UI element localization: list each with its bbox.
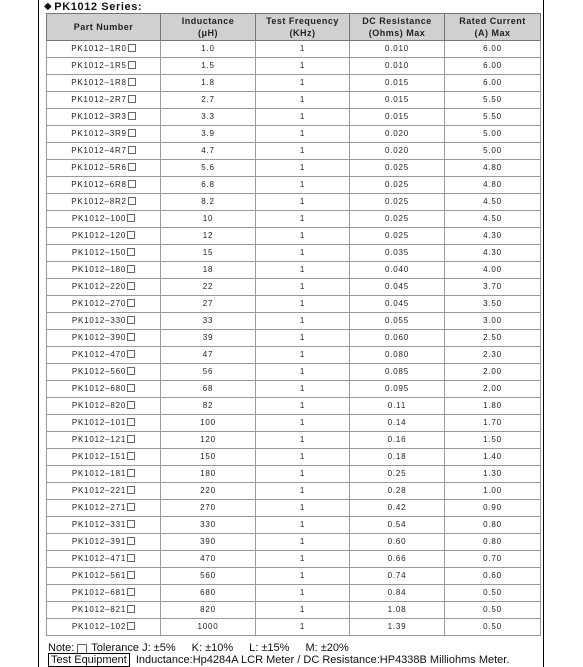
tolerance-code-box-icon — [127, 231, 135, 239]
dc-resistance-cell: 0.085 — [350, 364, 445, 381]
rated-current-cell: 6.00 — [445, 75, 541, 92]
page-border-left — [38, 0, 39, 667]
dc-resistance-cell: 1.08 — [350, 602, 445, 619]
table-row — [47, 449, 541, 466]
inductance-cell: 3.3 — [161, 109, 256, 126]
rated-current-cell: 0.80 — [445, 517, 541, 534]
inductance-cell: 270 — [161, 500, 256, 517]
dc-resistance-cell: 0.010 — [350, 41, 445, 58]
table-row — [47, 92, 541, 109]
inductance-cell: 10 — [161, 211, 256, 228]
test-frequency-cell: 1 — [256, 313, 350, 330]
part-number-cell: PK1012–102 — [47, 619, 161, 636]
dc-resistance-cell: 0.025 — [350, 160, 445, 177]
table-row — [47, 126, 541, 143]
test-frequency-cell: 1 — [256, 602, 350, 619]
inductance-cell: 22 — [161, 279, 256, 296]
inductance-cell: 120 — [161, 432, 256, 449]
tolerance-code-box-icon — [127, 503, 135, 511]
rated-current-cell: 4.50 — [445, 194, 541, 211]
tolerance-code-box-icon — [127, 401, 135, 409]
test-frequency-cell: 1 — [256, 398, 350, 415]
inductance-cell: 1.0 — [161, 41, 256, 58]
tolerance-j: J: ±5% — [142, 642, 176, 654]
inductance-cell: 1000 — [161, 619, 256, 636]
rated-current-cell: 3.50 — [445, 296, 541, 313]
inductance-cell: 6.8 — [161, 177, 256, 194]
table-row — [47, 245, 541, 262]
test-frequency-cell: 1 — [256, 126, 350, 143]
test-frequency-cell: 1 — [256, 432, 350, 449]
inductance-cell: 27 — [161, 296, 256, 313]
rated-current-cell: 0.70 — [445, 551, 541, 568]
rated-current-cell: 2.00 — [445, 364, 541, 381]
tolerance-code-box-icon — [127, 299, 135, 307]
part-number-cell: PK1012–680 — [47, 381, 161, 398]
rated-current-cell: 4.80 — [445, 160, 541, 177]
table-row — [47, 109, 541, 126]
tolerance-code-box-icon — [127, 214, 135, 222]
part-number-cell: PK1012–470 — [47, 347, 161, 364]
test-frequency-cell: 1 — [256, 551, 350, 568]
table-row — [47, 466, 541, 483]
test-frequency-cell: 1 — [256, 483, 350, 500]
test-frequency-cell: 1 — [256, 109, 350, 126]
tolerance-code-box-icon — [127, 537, 135, 545]
table-row — [47, 228, 541, 245]
rated-current-cell: 4.50 — [445, 211, 541, 228]
part-number-cell: PK1012–331 — [47, 517, 161, 534]
tolerance-code-box-icon — [127, 605, 135, 613]
tolerance-code-box-icon — [127, 418, 135, 426]
tolerance-code-box-icon — [127, 520, 135, 528]
tolerance-code-box-icon — [128, 95, 136, 103]
table-header-row — [47, 14, 541, 41]
dc-resistance-cell: 0.18 — [350, 449, 445, 466]
inductance-cell: 15 — [161, 245, 256, 262]
table-row — [47, 41, 541, 58]
dc-resistance-cell: 0.045 — [350, 296, 445, 313]
rated-current-cell: 5.50 — [445, 109, 541, 126]
tolerance-l: L: ±15% — [249, 642, 290, 654]
inductance-cell: 560 — [161, 568, 256, 585]
dc-resistance-cell: 0.095 — [350, 381, 445, 398]
part-number-cell: PK1012–150 — [47, 245, 161, 262]
rated-current-cell: 5.00 — [445, 143, 541, 160]
inductance-cell: 2.7 — [161, 92, 256, 109]
inductance-cell: 330 — [161, 517, 256, 534]
tolerance-code-box-icon — [128, 180, 136, 188]
dc-resistance-cell: 0.025 — [350, 177, 445, 194]
table-row — [47, 58, 541, 75]
tolerance-code-box-icon — [127, 486, 135, 494]
tolerance-code-box-icon — [127, 452, 135, 460]
inductance-cell: 150 — [161, 449, 256, 466]
table-body — [47, 41, 541, 636]
inductance-cell: 18 — [161, 262, 256, 279]
tolerance-code-box-icon — [127, 622, 135, 630]
table-row — [47, 398, 541, 415]
tolerance-code-box-icon — [127, 384, 135, 392]
header-part-number: Part Number — [47, 14, 161, 41]
test-frequency-cell: 1 — [256, 534, 350, 551]
tolerance-code-box-icon — [128, 112, 136, 120]
dc-resistance-cell: 0.040 — [350, 262, 445, 279]
table-row — [47, 160, 541, 177]
part-number-cell: PK1012–151 — [47, 449, 161, 466]
dc-resistance-cell: 0.66 — [350, 551, 445, 568]
part-number-cell: PK1012–560 — [47, 364, 161, 381]
dc-resistance-cell: 0.84 — [350, 585, 445, 602]
table-row — [47, 296, 541, 313]
inductance-cell: 12 — [161, 228, 256, 245]
inductance-cell: 680 — [161, 585, 256, 602]
tolerance-code-box-icon — [127, 588, 135, 596]
dc-resistance-cell: 0.055 — [350, 313, 445, 330]
rated-current-cell: 0.50 — [445, 619, 541, 636]
inductance-cell: 68 — [161, 381, 256, 398]
tolerance-code-box-icon — [128, 44, 136, 52]
part-number-cell: PK1012–561 — [47, 568, 161, 585]
dc-resistance-cell: 1.39 — [350, 619, 445, 636]
rated-current-cell: 4.80 — [445, 177, 541, 194]
test-frequency-cell: 1 — [256, 500, 350, 517]
rated-current-cell: 6.00 — [445, 41, 541, 58]
inductance-cell: 1.5 — [161, 58, 256, 75]
inductance-cell: 820 — [161, 602, 256, 619]
table-row — [47, 194, 541, 211]
part-number-cell: PK1012–391 — [47, 534, 161, 551]
test-frequency-cell: 1 — [256, 449, 350, 466]
test-frequency-cell: 1 — [256, 58, 350, 75]
tolerance-code-box-icon — [127, 554, 135, 562]
part-number-cell: PK1012–120 — [47, 228, 161, 245]
dc-resistance-cell: 0.060 — [350, 330, 445, 347]
tolerance-code-box-icon — [77, 644, 87, 654]
table-row — [47, 364, 541, 381]
test-frequency-cell: 1 — [256, 177, 350, 194]
table-row — [47, 551, 541, 568]
tolerance-code-box-icon — [127, 248, 135, 256]
inductance-cell: 82 — [161, 398, 256, 415]
tolerance-code-box-icon — [128, 78, 136, 86]
part-number-cell: PK1012–2R7 — [47, 92, 161, 109]
table-row — [47, 177, 541, 194]
table-row — [47, 619, 541, 636]
inductance-cell: 4.7 — [161, 143, 256, 160]
table-row — [47, 75, 541, 92]
rated-current-cell: 0.90 — [445, 500, 541, 517]
test-frequency-cell: 1 — [256, 466, 350, 483]
rated-current-cell: 0.50 — [445, 602, 541, 619]
part-number-cell: PK1012–3R9 — [47, 126, 161, 143]
part-number-cell: PK1012–4R7 — [47, 143, 161, 160]
inductance-cell: 56 — [161, 364, 256, 381]
part-number-cell: PK1012–121 — [47, 432, 161, 449]
test-frequency-cell: 1 — [256, 262, 350, 279]
test-frequency-cell: 1 — [256, 619, 350, 636]
rated-current-cell: 3.00 — [445, 313, 541, 330]
inductance-cell: 470 — [161, 551, 256, 568]
tolerance-code-box-icon — [127, 282, 135, 290]
part-number-cell: PK1012–6R8 — [47, 177, 161, 194]
test-frequency-cell: 1 — [256, 194, 350, 211]
tolerance-code-box-icon — [128, 163, 136, 171]
inductance-cell: 5.6 — [161, 160, 256, 177]
dc-resistance-cell: 0.010 — [350, 58, 445, 75]
inductance-cell: 39 — [161, 330, 256, 347]
rated-current-cell: 4.00 — [445, 262, 541, 279]
inductance-cell: 33 — [161, 313, 256, 330]
test-frequency-cell: 1 — [256, 330, 350, 347]
part-number-cell: PK1012–271 — [47, 500, 161, 517]
inductance-cell: 8.2 — [161, 194, 256, 211]
tolerance-code-box-icon — [128, 197, 136, 205]
tolerance-code-box-icon — [127, 265, 135, 273]
tolerance-code-box-icon — [127, 350, 135, 358]
test-frequency-cell: 1 — [256, 92, 350, 109]
table-row — [47, 534, 541, 551]
part-number-cell: PK1012–180 — [47, 262, 161, 279]
inductance-cell: 390 — [161, 534, 256, 551]
part-number-cell: PK1012–1R0 — [47, 41, 161, 58]
page-border-right — [543, 0, 544, 667]
test-frequency-cell: 1 — [256, 75, 350, 92]
header-dc-resistance: DC Resistance (Ohms) Max — [350, 14, 445, 41]
part-number-cell: PK1012–681 — [47, 585, 161, 602]
part-number-cell: PK1012–220 — [47, 279, 161, 296]
note-prefix: Note: — [48, 642, 75, 654]
dc-resistance-cell: 0.42 — [350, 500, 445, 517]
series-title-text: PK1012 Series: — [54, 1, 143, 13]
tolerance-code-box-icon — [128, 146, 136, 154]
test-frequency-cell: 1 — [256, 245, 350, 262]
part-number-cell: PK1012–1R8 — [47, 75, 161, 92]
dc-resistance-cell: 0.045 — [350, 279, 445, 296]
test-frequency-cell: 1 — [256, 585, 350, 602]
rated-current-cell: 2.30 — [445, 347, 541, 364]
tolerance-code-box-icon — [127, 367, 135, 375]
table-row — [47, 262, 541, 279]
rated-current-cell: 2.50 — [445, 330, 541, 347]
diamond-bullet-icon: ◆ — [44, 1, 53, 12]
part-number-cell: PK1012–390 — [47, 330, 161, 347]
rated-current-cell: 6.00 — [445, 58, 541, 75]
test-frequency-cell: 1 — [256, 517, 350, 534]
dc-resistance-cell: 0.025 — [350, 194, 445, 211]
dc-resistance-cell: 0.015 — [350, 109, 445, 126]
table-row — [47, 602, 541, 619]
table-row — [47, 211, 541, 228]
test-frequency-cell: 1 — [256, 279, 350, 296]
header-test-frequency: Test Frequency (KHz) — [256, 14, 350, 41]
test-equipment-text: Inductance:Hp4284A LCR Meter / DC Resistance:HP4338B Milliohms Meter. — [135, 654, 510, 666]
test-frequency-cell: 1 — [256, 228, 350, 245]
tolerance-code-box-icon — [128, 61, 136, 69]
rated-current-cell: 4.30 — [445, 245, 541, 262]
dc-resistance-cell: 0.015 — [350, 92, 445, 109]
rated-current-cell: 1.80 — [445, 398, 541, 415]
table-row — [47, 432, 541, 449]
part-number-cell: PK1012–820 — [47, 398, 161, 415]
series-title — [44, 1, 142, 13]
rated-current-cell: 5.00 — [445, 126, 541, 143]
table-row — [47, 517, 541, 534]
dc-resistance-cell: 0.74 — [350, 568, 445, 585]
rated-current-cell: 0.60 — [445, 568, 541, 585]
part-number-cell: PK1012–5R6 — [47, 160, 161, 177]
tolerance-code-box-icon — [127, 571, 135, 579]
tolerance-code-box-icon — [127, 469, 135, 477]
header-inductance: Inductance (μH) — [161, 14, 256, 41]
dc-resistance-cell: 0.60 — [350, 534, 445, 551]
tolerance-k: K: ±10% — [191, 642, 234, 654]
dc-resistance-cell: 0.025 — [350, 211, 445, 228]
test-frequency-cell: 1 — [256, 211, 350, 228]
test-equipment-label: Test Equipment — [48, 653, 130, 667]
rated-current-cell: 3.70 — [445, 279, 541, 296]
table-row — [47, 568, 541, 585]
table-row — [47, 143, 541, 160]
part-number-cell: PK1012–270 — [47, 296, 161, 313]
part-number-cell: PK1012–8R2 — [47, 194, 161, 211]
dc-resistance-cell: 0.54 — [350, 517, 445, 534]
dc-resistance-cell: 0.035 — [350, 245, 445, 262]
rated-current-cell: 1.00 — [445, 483, 541, 500]
rated-current-cell: 1.70 — [445, 415, 541, 432]
inductance-cell: 47 — [161, 347, 256, 364]
part-number-cell: PK1012–221 — [47, 483, 161, 500]
dc-resistance-cell: 0.11 — [350, 398, 445, 415]
rated-current-cell: 0.80 — [445, 534, 541, 551]
dc-resistance-cell: 0.020 — [350, 126, 445, 143]
dc-resistance-cell: 0.28 — [350, 483, 445, 500]
inductance-cell: 1.8 — [161, 75, 256, 92]
table-row — [47, 500, 541, 517]
table-row — [47, 279, 541, 296]
part-number-cell: PK1012–101 — [47, 415, 161, 432]
dc-resistance-cell: 0.16 — [350, 432, 445, 449]
part-number-cell: PK1012–181 — [47, 466, 161, 483]
rated-current-cell: 1.50 — [445, 432, 541, 449]
table-row — [47, 585, 541, 602]
dc-resistance-cell: 0.080 — [350, 347, 445, 364]
table-row — [47, 347, 541, 364]
rated-current-cell: 1.40 — [445, 449, 541, 466]
table-row — [47, 415, 541, 432]
table-row — [47, 381, 541, 398]
tolerance-code-box-icon — [127, 333, 135, 341]
test-frequency-cell: 1 — [256, 296, 350, 313]
part-number-cell: PK1012–1R5 — [47, 58, 161, 75]
table-row — [47, 483, 541, 500]
dc-resistance-cell: 0.25 — [350, 466, 445, 483]
rated-current-cell: 2.00 — [445, 381, 541, 398]
rated-current-cell: 5.50 — [445, 92, 541, 109]
specification-table — [46, 13, 541, 636]
dc-resistance-cell: 0.14 — [350, 415, 445, 432]
test-frequency-cell: 1 — [256, 381, 350, 398]
dc-resistance-cell: 0.020 — [350, 143, 445, 160]
rated-current-cell: 0.50 — [445, 585, 541, 602]
inductance-cell: 100 — [161, 415, 256, 432]
test-frequency-cell: 1 — [256, 143, 350, 160]
part-number-cell: PK1012–471 — [47, 551, 161, 568]
dc-resistance-cell: 0.025 — [350, 228, 445, 245]
header-rated-current: Rated Current (A) Max — [445, 14, 541, 41]
test-frequency-cell: 1 — [256, 160, 350, 177]
part-number-cell: PK1012–821 — [47, 602, 161, 619]
part-number-cell: PK1012–330 — [47, 313, 161, 330]
dc-resistance-cell: 0.015 — [350, 75, 445, 92]
inductance-cell: 180 — [161, 466, 256, 483]
table-row — [47, 330, 541, 347]
test-frequency-cell: 1 — [256, 415, 350, 432]
tolerance-code-box-icon — [127, 435, 135, 443]
test-frequency-cell: 1 — [256, 41, 350, 58]
tolerance-code-box-icon — [127, 316, 135, 324]
tolerance-m: M: ±20% — [305, 642, 349, 654]
inductance-cell: 220 — [161, 483, 256, 500]
part-number-cell: PK1012–100 — [47, 211, 161, 228]
test-frequency-cell: 1 — [256, 347, 350, 364]
test-equipment-line — [48, 654, 509, 666]
rated-current-cell: 4.30 — [445, 228, 541, 245]
tolerance-label: Tolerance — [91, 642, 139, 654]
part-number-cell: PK1012–3R3 — [47, 109, 161, 126]
test-frequency-cell: 1 — [256, 568, 350, 585]
rated-current-cell: 1.30 — [445, 466, 541, 483]
tolerance-code-box-icon — [128, 129, 136, 137]
inductance-cell: 3.9 — [161, 126, 256, 143]
table-row — [47, 313, 541, 330]
test-frequency-cell: 1 — [256, 364, 350, 381]
